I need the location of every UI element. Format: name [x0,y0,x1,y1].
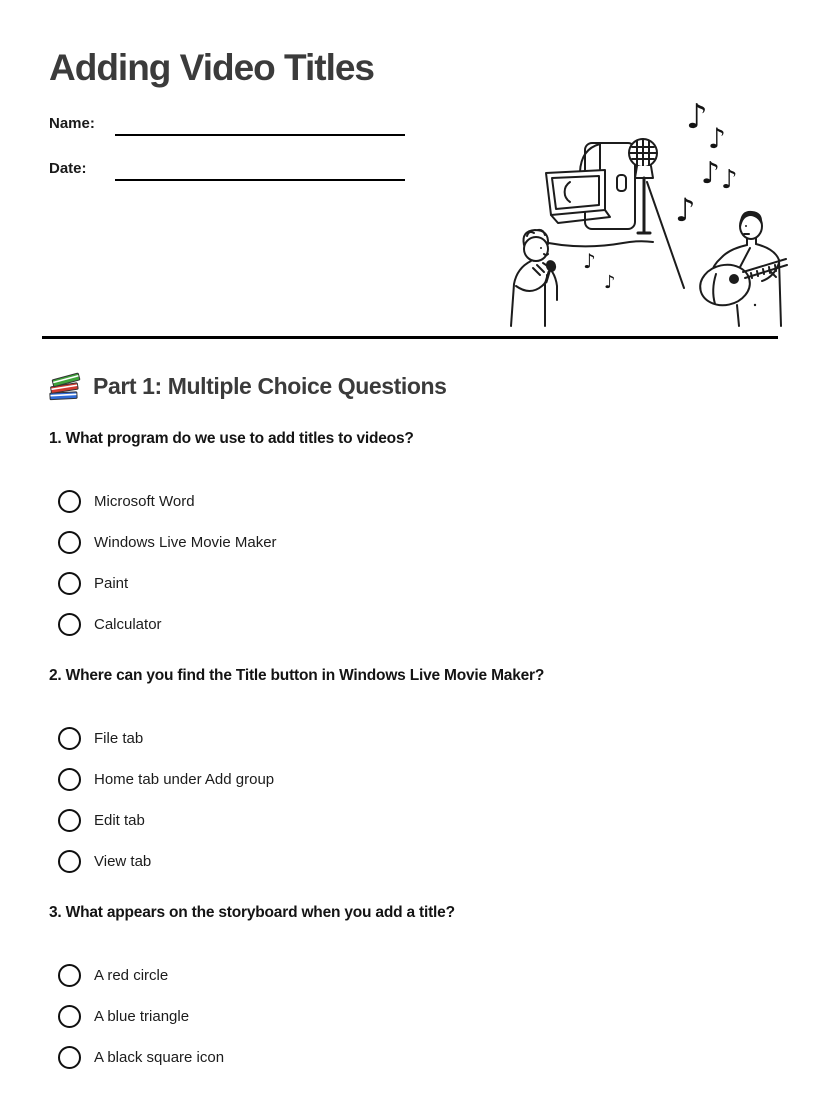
svg-text:♪: ♪ [721,165,738,195]
svg-text:♪: ♪ [583,249,596,273]
option-row[interactable] [58,809,778,832]
question-2-text: 2. Where can you find the Title button in Windows Live Movie Maker? [49,666,545,684]
section-heading-text: Part 1: Multiple Choice Questions [93,373,447,400]
option-label: Windows Live Movie Maker [94,533,277,551]
question-2 [49,666,778,873]
guitar-body [696,260,753,310]
books-icon [47,372,81,402]
question-3 [49,903,778,1069]
question-1-options [58,490,778,636]
ground-line [535,240,653,246]
radio-button[interactable] [58,490,81,513]
option-label: Edit tab [94,811,145,829]
option-row[interactable] [58,490,778,513]
option-row[interactable] [58,572,778,595]
option-label: File tab [94,729,144,747]
option-label: Calculator [94,615,162,633]
question-2-options [58,727,778,873]
option-row[interactable] [58,1046,778,1069]
option-row[interactable] [58,964,778,987]
question-1-text: 1. What program do we use to add titles to videos? [49,429,414,447]
name-label: Name: [49,114,95,132]
option-label: A black square icon [94,1048,225,1066]
name-input-line[interactable] [115,120,405,136]
option-row[interactable] [58,850,778,873]
radio-button[interactable] [58,613,81,636]
option-row[interactable] [58,727,778,750]
radio-button[interactable] [58,850,81,873]
svg-text:♪: ♪ [708,122,726,155]
music-notes [583,98,738,293]
option-label: A blue triangle [94,1007,190,1025]
section-heading [47,372,778,402]
radio-button[interactable] [58,727,81,750]
question-3-options [58,964,778,1069]
radio-button[interactable] [58,964,81,987]
radio-button[interactable] [58,768,81,791]
radio-button[interactable] [58,1046,81,1069]
option-row[interactable] [58,768,778,791]
radio-button[interactable] [58,572,81,595]
option-label: View tab [94,852,152,870]
option-row[interactable] [58,613,778,636]
option-row[interactable] [58,531,778,554]
question-3-text: 3. What appears on the storyboard when you add a title? [49,903,455,921]
svg-text:♪: ♪ [604,272,616,293]
option-label: Home tab under Add group [94,770,275,788]
option-label: Microsoft Word [94,492,195,510]
svg-text:♪: ♪ [675,191,696,229]
singer-head [524,237,548,261]
radio-button[interactable] [58,809,81,832]
date-input-line[interactable] [115,165,405,181]
option-row[interactable] [58,1005,778,1028]
section-divider [42,336,778,339]
radio-button[interactable] [58,531,81,554]
option-label: Paint [94,574,129,592]
question-1 [49,429,778,636]
date-label: Date: [49,159,87,177]
option-label: A red circle [94,966,169,984]
page-title: Adding Video Titles [49,47,375,88]
svg-text:♪: ♪ [701,156,721,191]
music-recording-illustration [503,98,790,328]
radio-button[interactable] [58,1005,81,1028]
svg-text:♪: ♪ [686,98,708,137]
